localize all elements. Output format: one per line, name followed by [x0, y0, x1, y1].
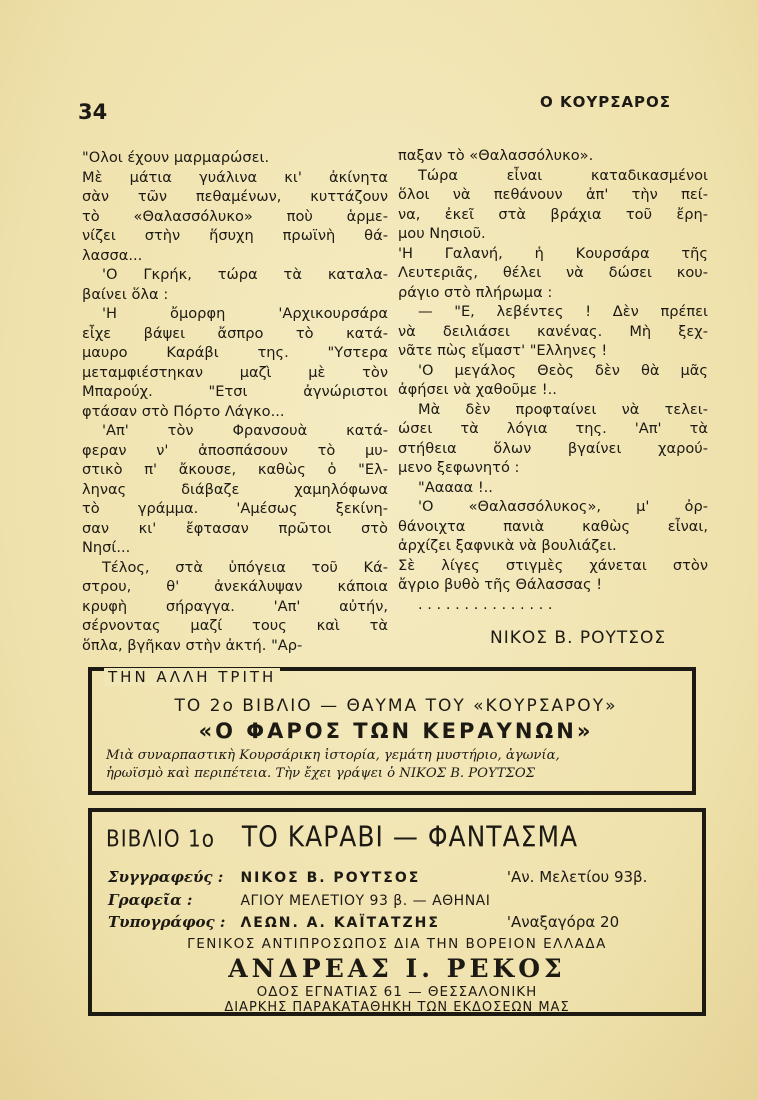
story-line: 'Απ' τὸν Φρανσουὰ κατά-: [102, 422, 388, 439]
story-line: να, ἐκεῖ στὰ βράχια τοῦ ἔρη-: [398, 205, 708, 223]
story-line: 'Ο «Θαλασσόλυκος», μ' ὀρ-: [418, 498, 708, 515]
story-line: τὸ γράμμα. 'Αμέσως ξεκίνη-: [82, 500, 388, 517]
printer-value: ΛΕΩΝ. Α. ΚΑΪΤΑΤΖΗΣ: [240, 915, 440, 931]
story-line: φεραν ν' ἀποσπάσουν τὸ μυ-: [82, 441, 388, 459]
story-line: "Ααααα !..: [418, 478, 493, 496]
story-line: Νησί...: [82, 539, 131, 556]
story-line: τὸ «Θαλασσόλυκο» ποὺ ἁρμε-: [82, 207, 388, 225]
author-label: Συγγραφεύς :: [108, 868, 224, 886]
story-line: . . . . . . . . . . . . . . .: [418, 595, 553, 613]
story-line: ἀρχίζει ξαφνικὰ νὰ βουλιάζει.: [398, 537, 617, 554]
colophon-volume: ΒΙΒΛΙΟ 1ο: [106, 824, 215, 853]
story-line: στικὸ π' ἄκουσε, καθὼς ὁ "Ελ-: [82, 461, 388, 478]
author-value: ΝΙΚΟΣ Β. ΡΟΥΤΣΟΣ: [240, 870, 421, 886]
story-line: 'Ο μεγάλος Θεὸς δὲν θὰ μᾶς: [418, 361, 708, 379]
colophon-box: [88, 808, 706, 1016]
colophon-row-offices: [108, 891, 698, 909]
story-line: ώσει τὰ λόγια της. 'Απ' τὰ: [398, 420, 708, 437]
next-issue-desc-line-1: Μιὰ συναρπαστικὴ Κουρσάρικη ἱστορία, γεμάτη μυστήριο, ἀγωνία,: [106, 748, 560, 763]
offices-value: ΑΓΙΟΥ ΜΕΛΕΤΙΟΥ 93 β. — ΑΘΗΝΑΙ: [240, 893, 491, 909]
story-line: ὅλοι νὰ πεθάνουν ἀπ' τὴν πεί-: [398, 186, 708, 203]
story-line: "Ολοι έχουν μαρμαρώσει.: [82, 149, 270, 166]
printer-label: Τυπογράφος :: [108, 913, 226, 931]
next-issue-title: «Ο ΦΑΡΟΣ ΤΩΝ ΚΕΡΑΥΝΩΝ»: [198, 719, 594, 743]
page-number: 34: [78, 100, 108, 124]
story-right-column: [398, 146, 708, 614]
story-line: Τέλος, στὰ ὑπόγεια τοῦ Κά-: [102, 558, 388, 576]
colophon-book-title: ΤΟ ΚΑΡΑΒΙ — ΦΑΝΤΑΣΜΑ: [241, 820, 579, 854]
next-issue-desc-line-2: ἡρωϊσμὸ καὶ περιπέτεια. Τὴν ἔχει γράψει ὁ ΝΙΚΟΣ Β. ΡΟΥΤΣΟΣ: [106, 766, 535, 781]
story-line: ράγιο στὸ πλήρωμα :: [398, 283, 553, 301]
story-line: κρυφὴ σήραγγα. 'Απ' αὐτήν,: [82, 597, 388, 615]
story-line: 'Ο Γκρήκ, τώρα τὰ καταλα-: [102, 266, 388, 283]
story-line: Μὲ μάτια γυάλινα κι' ἀκίνητα: [82, 168, 388, 186]
author-address: 'Αν. Μελετίου 93β.: [506, 868, 648, 886]
story-line: σὰν τῶν πεθαμένων, κυττάζουν: [82, 188, 388, 205]
story-line: σέρνοντας μαζί τους καὶ τὰ: [82, 617, 388, 634]
story-line: Μπαρούχ. "Ετσι ἀγνώριστοι: [82, 383, 388, 400]
story-line: 'Η ὄμορφη 'Αρχικουρσάρα: [102, 305, 388, 322]
next-issue-header: ΤΗΝ ΑΛΛΗ ΤΡΙΤΗ: [104, 668, 280, 686]
story-line: νίζει στὴν ἥσυχη πρωϊνὴ θά-: [82, 227, 388, 244]
story-line: ὅπλα, βγῆκαν στὴν ἀκτή. "Αρ-: [82, 636, 303, 654]
next-issue-line-1: ΤΟ 2ο ΒΙΒΛΙΟ — ΘΑΥΜΑ ΤΟΥ «ΚΟΥΡΣΑΡΟΥ»: [174, 696, 618, 716]
offices-label: Γραφεῖα :: [108, 891, 193, 909]
author-signature: ΝΙΚΟΣ Β. ΡΟΥΤΣΟΣ: [490, 628, 667, 648]
story-line: φτάσαν στὸ Πόρτο Λάγκο...: [82, 402, 285, 420]
story-line: μεταμφιέστηκαν μαζὶ μὲ τὸν: [82, 363, 388, 381]
story-line: ἄγριο βυθὸ τῆς Θάλασσας !: [398, 576, 603, 593]
representative-name: ΑΝΔΡΕΑΣ Ι. ΡΕΚΟΣ: [228, 954, 566, 983]
story-line: εἶχε βάψει ἄσπρο τὸ κατά-: [82, 324, 388, 342]
storage-note: ΔΙΑΡΚΗΣ ΠΑΡΑΚΑΤΑΘΗΚΗ ΤΩΝ ΕΚΔΟΣΕΩΝ ΜΑΣ: [224, 1000, 570, 1015]
representative-address: ΟΔΟΣ ΕΓΝΑΤΙΑΣ 61 — ΘΕΣΣΑΛΟΝΙΚΗ: [256, 984, 538, 1000]
story-line: στήθεια ὅλων βγαίνει χαρού-: [398, 439, 708, 457]
printer-address: 'Αναξαγόρα 20: [506, 913, 620, 931]
story-line: μου Νησιοῦ.: [398, 225, 486, 242]
story-line: λασσα...: [82, 246, 143, 264]
story-line: παξαν τὸ «Θαλασσόλυκο».: [398, 147, 594, 164]
story-line: μαυρο Καράβι της. "Υστερα: [82, 344, 388, 361]
story-line: ἀφήσει νὰ χαθοῦμε !..: [398, 381, 557, 398]
story-line: Λευτεριᾶς, θέλει νὰ δώσει κου-: [398, 264, 708, 281]
story-line: 'Η Γαλανή, ἡ Κουρσάρα τῆς: [398, 244, 708, 262]
story-line: θάνοιχτα πανιὰ καθὼς εἶναι,: [398, 517, 708, 535]
story-line: νὰ δειλιάσει κανένας. Μὴ ξεχ-: [398, 322, 708, 340]
story-line: στρου, θ' ἀνεκάλυψαν κάποια: [82, 578, 388, 595]
story-line: ληνας διάβαζε χαμηλόφωνα: [82, 480, 388, 498]
story-line: μενο ξεφωνητό :: [398, 459, 520, 476]
story-line: — "Ε, λεβέντες ! Δὲν πρέπει: [418, 303, 708, 320]
story-line: σαν κι' ἔφτασαν πρῶτοι στὸ: [82, 519, 388, 537]
colophon-row-printer: [108, 913, 698, 931]
story-line: Σὲ λίγες στιγμὲς χάνεται στὸν: [398, 556, 708, 574]
running-title: Ο ΚΟΥΡΣΑΡΟΣ: [540, 93, 672, 111]
next-issue-ad: [88, 667, 696, 795]
story-line: Τώρα εἶναι καταδικασμένοι: [418, 166, 708, 184]
next-issue-description: [106, 747, 686, 783]
story-line: νᾶτε πὼς εἴμαστ' "Ελληνες !: [398, 342, 608, 359]
representative-label: ΓΕΝΙΚΟΣ ΑΝΤΙΠΡΟΣΩΠΟΣ ΔΙΑ ΤΗΝ ΒΟΡΕΙΟΝ ΕΛΛΑΔΑ: [187, 936, 607, 952]
colophon-title: [106, 820, 696, 853]
story-line: βαίνει ὅλα :: [82, 285, 169, 303]
story-line: Μὰ δὲν προφταίνει νὰ τελει-: [418, 400, 708, 418]
colophon-row-author: [108, 868, 698, 886]
story-left-column: [82, 148, 388, 655]
